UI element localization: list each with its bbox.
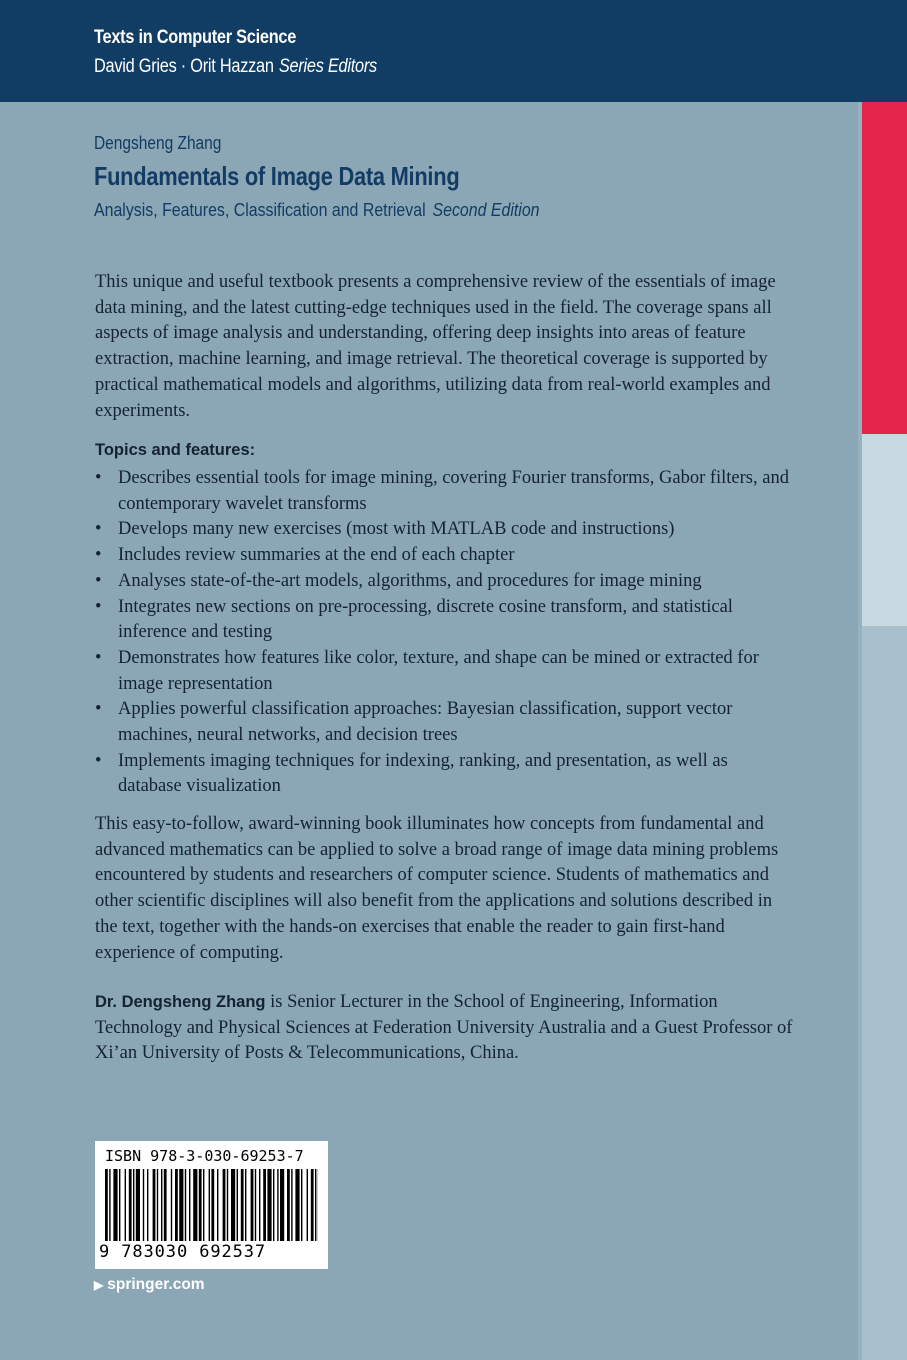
barcode-bar [315, 1169, 316, 1241]
topics-list [95, 466, 795, 800]
barcode-bar [307, 1169, 308, 1241]
author-name: Dengsheng Zhang [94, 133, 222, 153]
topic-item: • Implements imaging techniques for indexing, ranking, and presentation, as well as database visualization [95, 749, 795, 800]
barcode-bar [311, 1169, 314, 1241]
barcode-bar [223, 1169, 226, 1241]
isbn-label: ISBN 978-3-030-69253-7 [105, 1147, 304, 1165]
barcode-bar [301, 1169, 302, 1241]
series-title: Texts in Computer Science [94, 27, 297, 48]
summary-paragraph: This easy-to-follow, award-winning book illuminates how concepts from fundamental and advanced mathematics can be applied to solve a broad range of image data mining problems encountered by students and researchers of computer science. Students of mathematics and other scientific disciplines will also benefit from the applications and solutions described in the text, together with the hands-on exercises that enable the reader to gain first-hand experience of computing. [95, 814, 779, 963]
spine-red-band [862, 102, 907, 434]
series-editors [94, 56, 377, 78]
barcode-bar [251, 1169, 254, 1241]
barcode-bar [193, 1169, 197, 1241]
barcode-bar [287, 1169, 290, 1241]
barcode-bar [189, 1169, 190, 1241]
topic-item: • Develops many new exercises (most with MATLAB code and instructions) [95, 517, 795, 543]
barcode-bar [231, 1169, 235, 1241]
barcode-bar [161, 1169, 162, 1241]
book-title: Fundamentals of Image Data Mining [94, 161, 460, 191]
barcode-bar [217, 1169, 218, 1241]
isbn-barcode [95, 1141, 328, 1269]
barcode-bar [109, 1169, 110, 1241]
springer-link[interactable] [94, 1276, 205, 1294]
edition-label: Second Edition [432, 199, 540, 220]
topic-item: • Integrates new sections on pre-processing, discrete cosine transform, and statistical inference and testing [95, 595, 795, 646]
barcode-bar [175, 1169, 178, 1241]
book-subtitle [94, 199, 540, 221]
barcode-bar [157, 1169, 158, 1241]
bio-text: is Senior Lecturer in the School of Engineering, Information Technology and Physical Sciences at Federation University Australia and a Guest Professor of Xi’an University of Posts & Telecommunications, China. [95, 992, 793, 1064]
barcode-bar [125, 1169, 126, 1241]
barcode-bar [179, 1169, 183, 1241]
topic-item: • Describes essential tools for image mining, covering Fourier transforms, Gabor filters, and contemporary wavelet transforms [95, 466, 795, 517]
barcode-bar [259, 1169, 260, 1241]
barcode-bar [280, 1169, 284, 1241]
barcode-bar [113, 1169, 117, 1241]
barcode-bar [227, 1169, 228, 1241]
topic-item: • Analyses state-of-the-art models, algorithms, and procedures for image mining [95, 569, 795, 595]
intro-paragraph: This unique and useful textbook presents a comprehensive review of the essentials of image data mining, and the latest cutting-edge techniques used in the field. The coverage spans all aspects of image analysis and understanding, offering deep insights into areas of feature extraction, machine learning, and image retrieval. The theoretical coverage is supported by practical mathematical models and algorithms, utilizing data from real-world examples and experiments. [95, 272, 776, 421]
barcode-bar [203, 1169, 204, 1241]
topic-item: • Includes review summaries at the end of each chapter [95, 543, 795, 569]
spine-light-band [862, 434, 907, 626]
barcode-bar [164, 1169, 167, 1241]
subtitle-text: Analysis, Features, Classification and Retrieval [94, 199, 426, 220]
barcode-bar [136, 1169, 140, 1241]
series-header [0, 0, 907, 102]
barcode-bar [143, 1169, 144, 1241]
barcode-bar [267, 1169, 271, 1241]
barcode-bar [245, 1169, 246, 1241]
barcode-bar [277, 1169, 278, 1241]
topics-heading: Topics and features: [95, 441, 256, 459]
spine-mid-band [862, 626, 907, 1360]
barcode-bar [211, 1169, 214, 1241]
barcode-bar [291, 1169, 292, 1241]
editors-role: Series Editors [278, 56, 377, 77]
barcode-bar [147, 1169, 148, 1241]
barcode-bars [105, 1169, 318, 1241]
barcode-bar [209, 1169, 210, 1241]
topic-item: • Demonstrates how features like color, texture, and shape can be mined or extracted for image representation [95, 646, 795, 697]
barcode-bar [119, 1169, 120, 1241]
barcode-bar [105, 1169, 108, 1241]
bio-author-name: Dr. Dengsheng Zhang [95, 993, 266, 1011]
topic-item: • Applies powerful classification approaches: Bayesian classification, support vector machines, neural networks, and decision trees [95, 697, 795, 748]
barcode-bar [153, 1169, 156, 1241]
editor-names: David Gries · Orit Hazzan [94, 56, 274, 77]
play-arrow-icon: ▶ [94, 1278, 104, 1292]
barcode-bar [129, 1169, 132, 1241]
barcode-bar [171, 1169, 172, 1241]
barcode-digits: 9 783030 692537 [99, 1242, 267, 1262]
barcode-bar [273, 1169, 274, 1241]
author-bio [95, 990, 795, 1067]
barcode-bar [237, 1169, 238, 1241]
barcode-bar [185, 1169, 186, 1241]
springer-website: springer.com [107, 1276, 205, 1293]
barcode-bar [199, 1169, 202, 1241]
barcode-bar [133, 1169, 134, 1241]
barcode-bar [241, 1169, 244, 1241]
barcode-bar [295, 1169, 299, 1241]
barcode-bar [263, 1169, 266, 1241]
barcode-bar [255, 1169, 256, 1241]
